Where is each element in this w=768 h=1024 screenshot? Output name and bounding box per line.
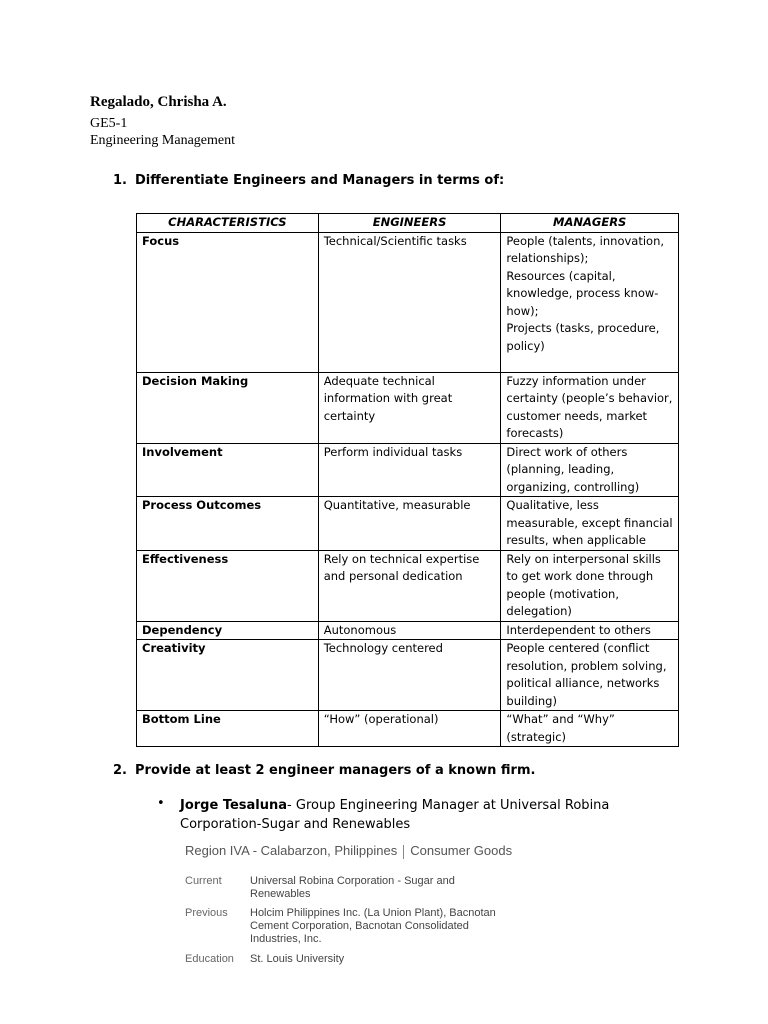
manager-name: Jorge Tesaluna [180,798,288,813]
table-row [137,711,679,747]
table-row [137,372,679,443]
question-2 [113,763,535,778]
section-code: GE5-1 [90,116,128,131]
cell-engineers: Autonomous [318,621,501,640]
previous-label: Previous [185,907,228,919]
table-row [137,550,679,621]
cell-characteristic: Process Outcomes [137,497,319,551]
manager-title: - Group Engineering Manager at Universal Robina Corporation-Sugar and Renewables [180,798,610,832]
profile-industry: Consumer Goods [410,843,513,858]
cell-characteristic: Decision Making [137,372,319,443]
subject-name: Engineering Management [90,133,236,148]
cell-managers: “What” and “Why” (strategic) [501,711,679,747]
cell-managers: Fuzzy information under certainty (people’s behavior, customer needs, market forecasts) [501,372,679,443]
cell-managers: People centered (conflict resolution, problem solving, political alliance, networks building) [501,640,679,711]
header-managers: MANAGERS [501,214,679,233]
table-header-row [137,214,679,233]
table-row [137,443,679,497]
question-1-number: 1. [113,173,127,188]
cell-engineers: Adequate technical information with great certainty [318,372,501,443]
cell-engineers: Technical/Scientific tasks [318,232,501,372]
cell-characteristic: Creativity [137,640,319,711]
cell-managers: Direct work of others (planning, leading, organizing, controlling) [501,443,679,497]
question-1 [113,173,504,188]
table-row [137,232,679,372]
header-characteristics: CHARACTERISTICS [137,214,319,233]
question-1-text: Differentiate Engineers and Managers in terms of: [135,173,505,188]
cell-engineers: Technology centered [318,640,501,711]
author-name: Regalado, Chrisha A. [90,94,227,110]
previous-value: Holcim Philippines Inc. (La Union Plant), Bacnotan Cement Corporation, Bacnotan Consolidated Industries, Inc. [250,907,496,945]
cell-managers: People (talents, innovation, relationships); Resources (capital, knowledge, process know-how); Projects (tasks, procedure, policy) [501,232,679,372]
cell-engineers: “How” (operational) [318,711,501,747]
current-label: Current [185,875,222,887]
cell-characteristic: Effectiveness [137,550,319,621]
current-value: Universal Robina Corporation - Sugar and Renewables [250,875,455,900]
education-label: Education [185,953,234,965]
profile-region: Region IVA - Calabarzon, Philippines [185,843,398,858]
cell-characteristic: Involvement [137,443,319,497]
bullet-symbol: • [157,796,165,811]
cell-engineers: Rely on technical expertise and personal dedication [318,550,501,621]
cell-characteristic: Dependency [137,621,319,640]
cell-engineers: Perform individual tasks [318,443,501,497]
comparison-table [136,213,679,747]
question-2-number: 2. [113,763,127,778]
table-row [137,621,679,640]
header-engineers: ENGINEERS [318,214,501,233]
cell-characteristic: Bottom Line [137,711,319,747]
linkedin-profile-snippet [185,843,515,965]
education-value: St. Louis University [250,953,345,965]
profile-region-line [185,843,515,859]
cell-managers: Interdependent to others [501,621,679,640]
bullet-engineer-manager-1 [180,796,670,834]
cell-managers: Rely on interpersonal skills to get work done through people (motivation, delegation) [501,550,679,621]
cell-managers: Qualitative, less measurable, except financial results, when applicable [501,497,679,551]
question-2-text: Provide at least 2 engineer managers of a known firm. [135,763,536,778]
cell-engineers: Quantitative, measurable [318,497,501,551]
table-row [137,497,679,551]
table-row [137,640,679,711]
cell-characteristic: Focus [137,232,319,372]
divider [403,845,404,859]
